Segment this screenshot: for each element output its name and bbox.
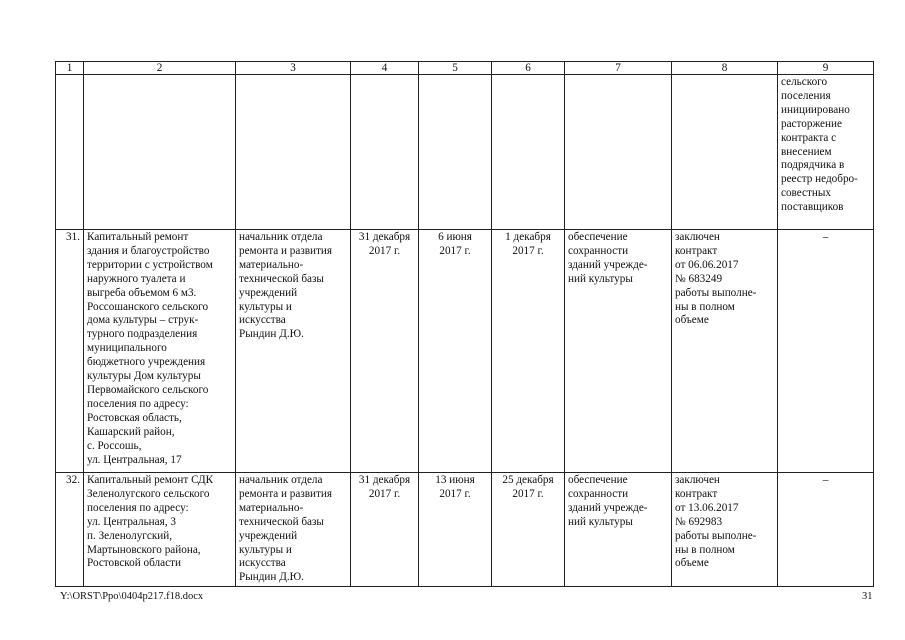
status-cell: заключен контракт от 13.06.2017 № 692983 работы выполне- ны в полном объеме [672,473,778,587]
table-row [56,473,874,587]
responsible-cell: начальник отдела ремонта и развития материально- технической базы учреждений культуры и искусства Рындин Д.Ю. [236,230,351,473]
purpose-cell: обеспечение сохранности зданий учрежде- ний культуры [565,473,672,587]
column-number: 2 [84,62,236,75]
deadline-cell: 31 декабря 2017 г. [351,473,419,587]
works-table [55,61,874,587]
note-cell: сельского поселения инициировано расторжение контракта с внесением подрядчика в реестр недобро- совестных поставщиков [778,75,874,230]
row-number: 32. [56,473,84,587]
responsible-cell: начальник отдела ремонта и развития материально- технической базы учреждений культуры и искусства Рындин Д.Ю. [236,473,351,587]
column-number: 5 [419,62,492,75]
end-date-cell: 1 декабря 2017 г. [492,230,565,473]
note-cell: – [778,473,874,587]
footer-file-path: Y:\ORST\Ppo\0404p217.f18.docx [60,591,204,602]
purpose-cell: обеспечение сохранности зданий учрежде- ний культуры [565,230,672,473]
column-number: 8 [672,62,778,75]
start-date-cell: 13 июня 2017 г. [419,473,492,587]
deadline-cell: 31 декабря 2017 г. [351,230,419,473]
empty-cell [84,75,236,230]
note-cell: – [778,230,874,473]
row-number: 31. [56,230,84,473]
start-date-cell: 6 июня 2017 г. [419,230,492,473]
column-number: 9 [778,62,874,75]
table-row [56,230,874,473]
empty-cell [351,75,419,230]
object-cell: Капитальный ремонт СДК Зеленолугского сельского поселения по адресу: ул. Центральная, 3 п. Зеленолугский, Мартыновского района, Ростовской области [84,473,236,587]
column-number: 1 [56,62,84,75]
end-date-cell: 25 декабря 2017 г. [492,473,565,587]
empty-cell [56,75,84,230]
empty-cell [236,75,351,230]
empty-cell [565,75,672,230]
empty-cell [419,75,492,230]
page-number: 31 [862,591,873,602]
status-cell: заключен контракт от 06.06.2017 № 683249 работы выполне- ны в полном объеме [672,230,778,473]
column-number-row [56,62,874,75]
column-number: 6 [492,62,565,75]
empty-cell [672,75,778,230]
column-number: 3 [236,62,351,75]
continuation-row [56,75,874,230]
column-number: 7 [565,62,672,75]
empty-cell [492,75,565,230]
column-number: 4 [351,62,419,75]
object-cell: Капитальный ремонт здания и благоустройство территории с устройством наружного туалета и выгреба объемом 6 м3. Россошанского сельского дома культуры – струк- турного подразделения муниципального бюджетного учреждения культуры Дом культуры Первомайского сельского поселения по адресу: Ростовская область, Кашарский район, с. Россошь, ул. Центральная, 17 [84,230,236,473]
